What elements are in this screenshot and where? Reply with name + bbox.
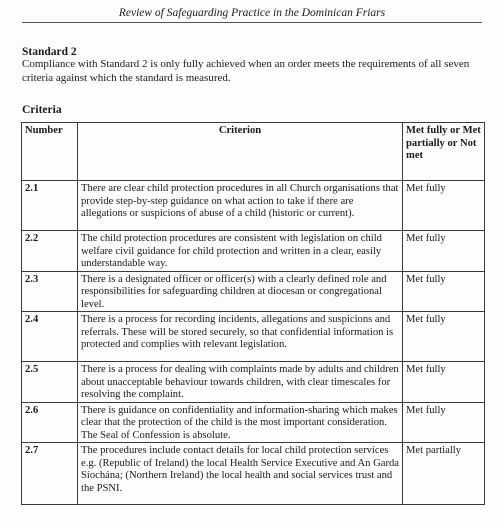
table-row xyxy=(22,181,485,231)
criterion-number: 2.5 xyxy=(22,362,78,403)
running-header: Review of Safeguarding Practice in the Dominican Friars xyxy=(22,6,482,23)
standard-title: Standard 2 xyxy=(22,46,77,58)
table-row xyxy=(22,312,485,362)
table-row xyxy=(22,271,485,312)
criterion-number: 2.1 xyxy=(22,181,78,231)
table-row xyxy=(22,443,485,505)
column-header-criterion: Criterion xyxy=(78,123,403,181)
table-row xyxy=(22,362,485,403)
criterion-text: There is a process for recording incidents, allegations and suspicions and referrals. These will be stored securely, so that confidential information is protected and complies with relevant legislation. xyxy=(78,312,403,362)
criterion-text: There is a process for dealing with complaints made by adults and children about unacceptable behaviour towards children, with clear timescales for resolving the complaint. xyxy=(78,362,403,403)
criterion-number: 2.6 xyxy=(22,402,78,443)
table-row xyxy=(22,231,485,272)
criterion-number: 2.4 xyxy=(22,312,78,362)
criterion-status: Met fully xyxy=(403,362,485,403)
standard-description: Compliance with Standard 2 is only fully achieved when an order meets the requirements of all seven criteria against which the standard is measured. xyxy=(22,58,470,84)
criterion-status: Met fully xyxy=(403,312,485,362)
criterion-status: Met fully xyxy=(403,271,485,312)
criterion-text: There is a designated officer or officer(s) with a clearly defined role and responsibilities for safeguarding children at diocesan or congregational level. xyxy=(78,271,403,312)
criterion-number: 2.2 xyxy=(22,231,78,272)
criterion-text: The child protection procedures are consistent with legislation on child welfare civil guidance for child protection and written in a clear, easily understandable way. xyxy=(78,231,403,272)
criterion-status: Met fully xyxy=(403,402,485,443)
criterion-text: The procedures include contact details for local child protection services e.g. (Republic of Ireland) the local Health Service Executive and An Garda Síochána; (Northern Ireland) the local health and social services trust and the PSNI. xyxy=(78,443,403,505)
criterion-text: There is guidance on confidentiality and information-sharing which makes clear that the protection of the child is the most important consideration. The Seal of Confession is absolute. xyxy=(78,402,403,443)
table-row xyxy=(22,402,485,443)
criterion-number: 2.7 xyxy=(22,443,78,505)
criterion-status: Met fully xyxy=(403,231,485,272)
criteria-heading: Criteria xyxy=(22,104,62,116)
criteria-table xyxy=(21,122,485,505)
column-header-number: Number xyxy=(22,123,78,181)
column-header-met: Met fully or Met partially or Not met xyxy=(403,123,485,181)
criterion-status: Met fully xyxy=(403,181,485,231)
criterion-status: Met partially xyxy=(403,443,485,505)
table-header-row xyxy=(22,123,485,181)
criterion-number: 2.3 xyxy=(22,271,78,312)
criterion-text: There are clear child protection procedures in all Church organisations that provide step-by-step guidance on what action to take if there are allegations or suspicions of abuse of a child (historic or current). xyxy=(78,181,403,231)
